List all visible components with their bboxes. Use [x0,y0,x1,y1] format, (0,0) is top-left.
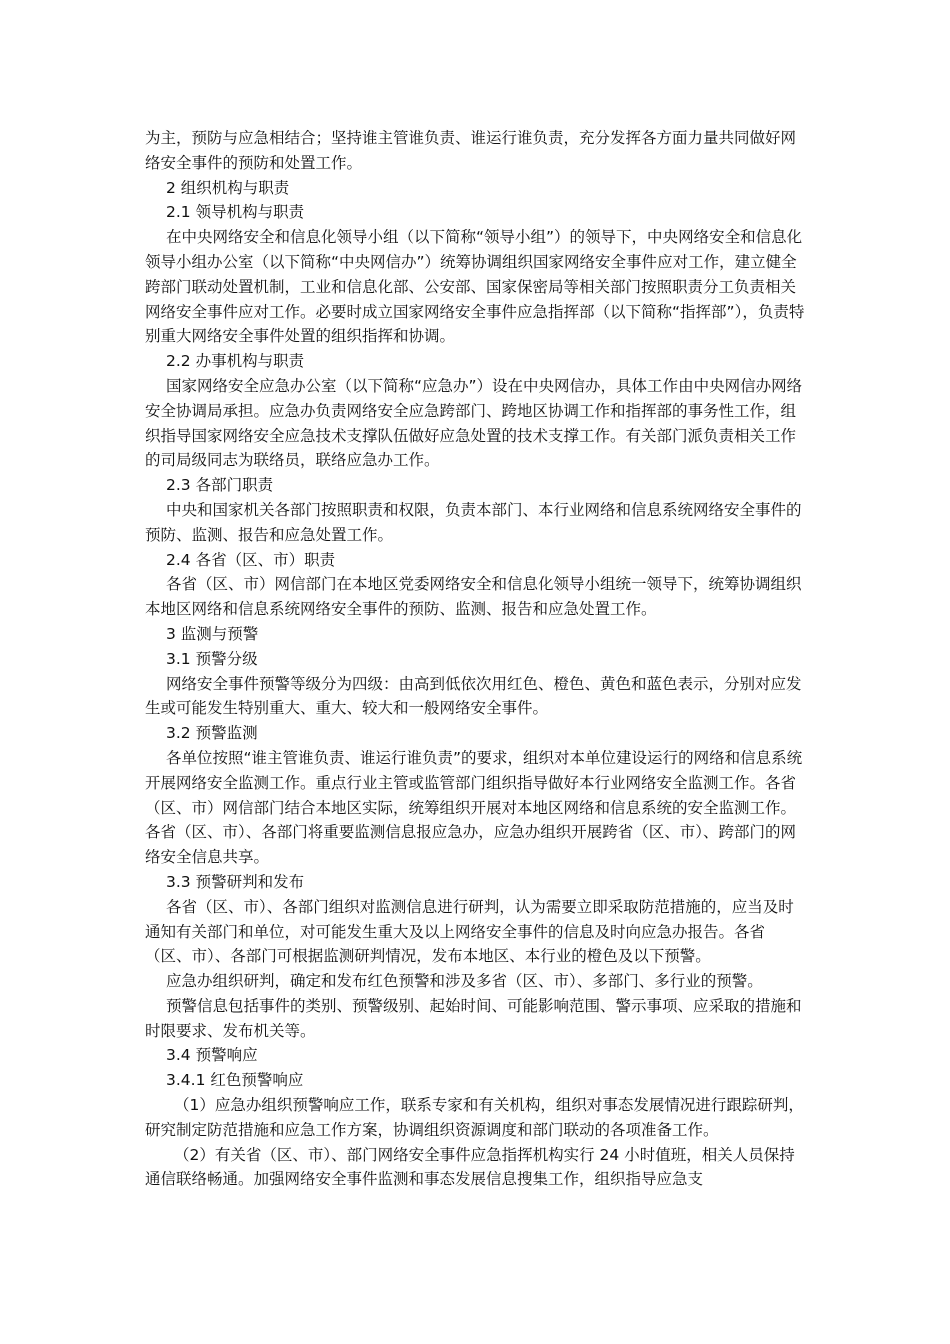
list-item-2: （2）有关省（区、市）、部门网络安全事件应急指挥机构实行 24 小时值班，相关人员保持通信联络畅通。加强网络安全事件监测和事态发展信息搜集工作，组织指导应急支 [145,1145,795,1189]
paragraph-2-1: 在中央网络安全和信息化领导小组（以下简称“领导小组”）的领导下，中央网络安全和信息化领导小组办公室（以下简称“中央网信办”）统筹协调组织国家网络安全事件应对工作，建立健全跨部门联动处置机制，工业和信息化部、公安部、国家保密局等相关部门按照职责分工负责相关网络安全事件应对工作。必要时成立国家网络安全事件应急指挥部（以下简称“指挥部”），负责特别重大网络安全事件处置的组织指挥和协调。 [145,228,805,346]
paragraph-2-3: 中央和国家机关各部门按照职责和权限，负责本部门、本行业网络和信息系统网络安全事件的预防、监测、报告和应急处置工作。 [145,500,802,544]
list-item-1: （1）应急办组织预警响应工作，联系专家和有关机构，组织对事态发展情况进行跟踪研判，研究制定防范措施和应急工作方案，协调组织资源调度和部门联动的各项准备工作。 [145,1096,804,1139]
document-body [145,126,807,1192]
section-heading-2-4: 2.4 各省（区、市）职责 [166,550,336,569]
section-heading-2-2: 2.2 办事机构与职责 [166,352,305,371]
section-heading-3: 3 监测与预警 [166,624,259,643]
section-heading-3-3: 3.3 预警研判和发布 [166,872,305,891]
paragraph-3-3-c: 预警信息包括事件的类别、预警级别、起始时间、可能影响范围、警示事项、应采取的措施和时限要求、发布机关等。 [145,996,802,1040]
section-heading-3-4-1: 3.4.1 红色预警响应 [166,1071,304,1090]
section-heading-2-3: 2.3 各部门职责 [166,476,274,495]
section-heading-2-1: 2.1 领导机构与职责 [166,203,305,222]
paragraph-3-3-a: 各省（区、市）、各部门组织对监测信息进行研判，认为需要立即采取防范措施的，应当及时通知有关部门和单位，对可能发生重大及以上网络安全事件的信息及时向应急办报告。各省（区、市）、各部门可根据监测研判情况，发布本地区、本行业的橙色及以下预警。 [145,897,794,966]
section-heading-2: 2 组织机构与职责 [166,178,290,197]
paragraph-3-3-b: 应急办组织研判，确定和发布红色预警和涉及多省（区、市）、多部门、多行业的预警。 [166,972,763,991]
paragraph-3-2: 各单位按照“谁主管谁负责、谁运行谁负责”的要求，组织对本单位建设运行的网络和信息系统开展网络安全监测工作。重点行业主管或监管部门组织指导做好本行业网络安全监测工作。各省（区、市）网信部门结合本地区实际，统筹组织开展对本地区网络和信息系统的安全监测工作。各省（区、市）、各部门将重要监测信息报应急办，应急办组织开展跨省（区、市）、跨部门的网络安全信息共享。 [145,748,803,867]
section-heading-3-1: 3.1 预警分级 [166,649,258,668]
paragraph-continuation: 为主，预防与应急相结合；坚持谁主管谁负责、谁运行谁负责，充分发挥各方面力量共同做好网络安全事件的预防和处置工作。 [145,129,797,172]
paragraph-2-2: 国家网络安全应急办公室（以下简称“应急办”）设在中央网信办，具体工作由中央网信办网络安全协调局承担。应急办负责网络安全应急跨部门、跨地区协调工作和指挥部的事务性工作，组织指导国家网络安全应急技术支撑队伍做好应急处置的技术支撑工作。有关部门派负责相关工作的司局级同志为联络员，联络应急办工作。 [145,376,803,470]
section-heading-3-2: 3.2 预警监测 [166,724,258,743]
paragraph-2-4: 各省（区、市）网信部门在本地区党委网络安全和信息化领导小组统一领导下，统筹协调组织本地区网络和信息系统网络安全事件的预防、监测、报告和应急处置工作。 [145,575,802,619]
section-heading-3-4: 3.4 预警响应 [166,1046,258,1065]
paragraph-3-1: 网络安全事件预警等级分为四级：由高到低依次用红色、橙色、黄色和蓝色表示，分别对应发生或可能发生特别重大、重大、较大和一般网络安全事件。 [145,674,802,718]
